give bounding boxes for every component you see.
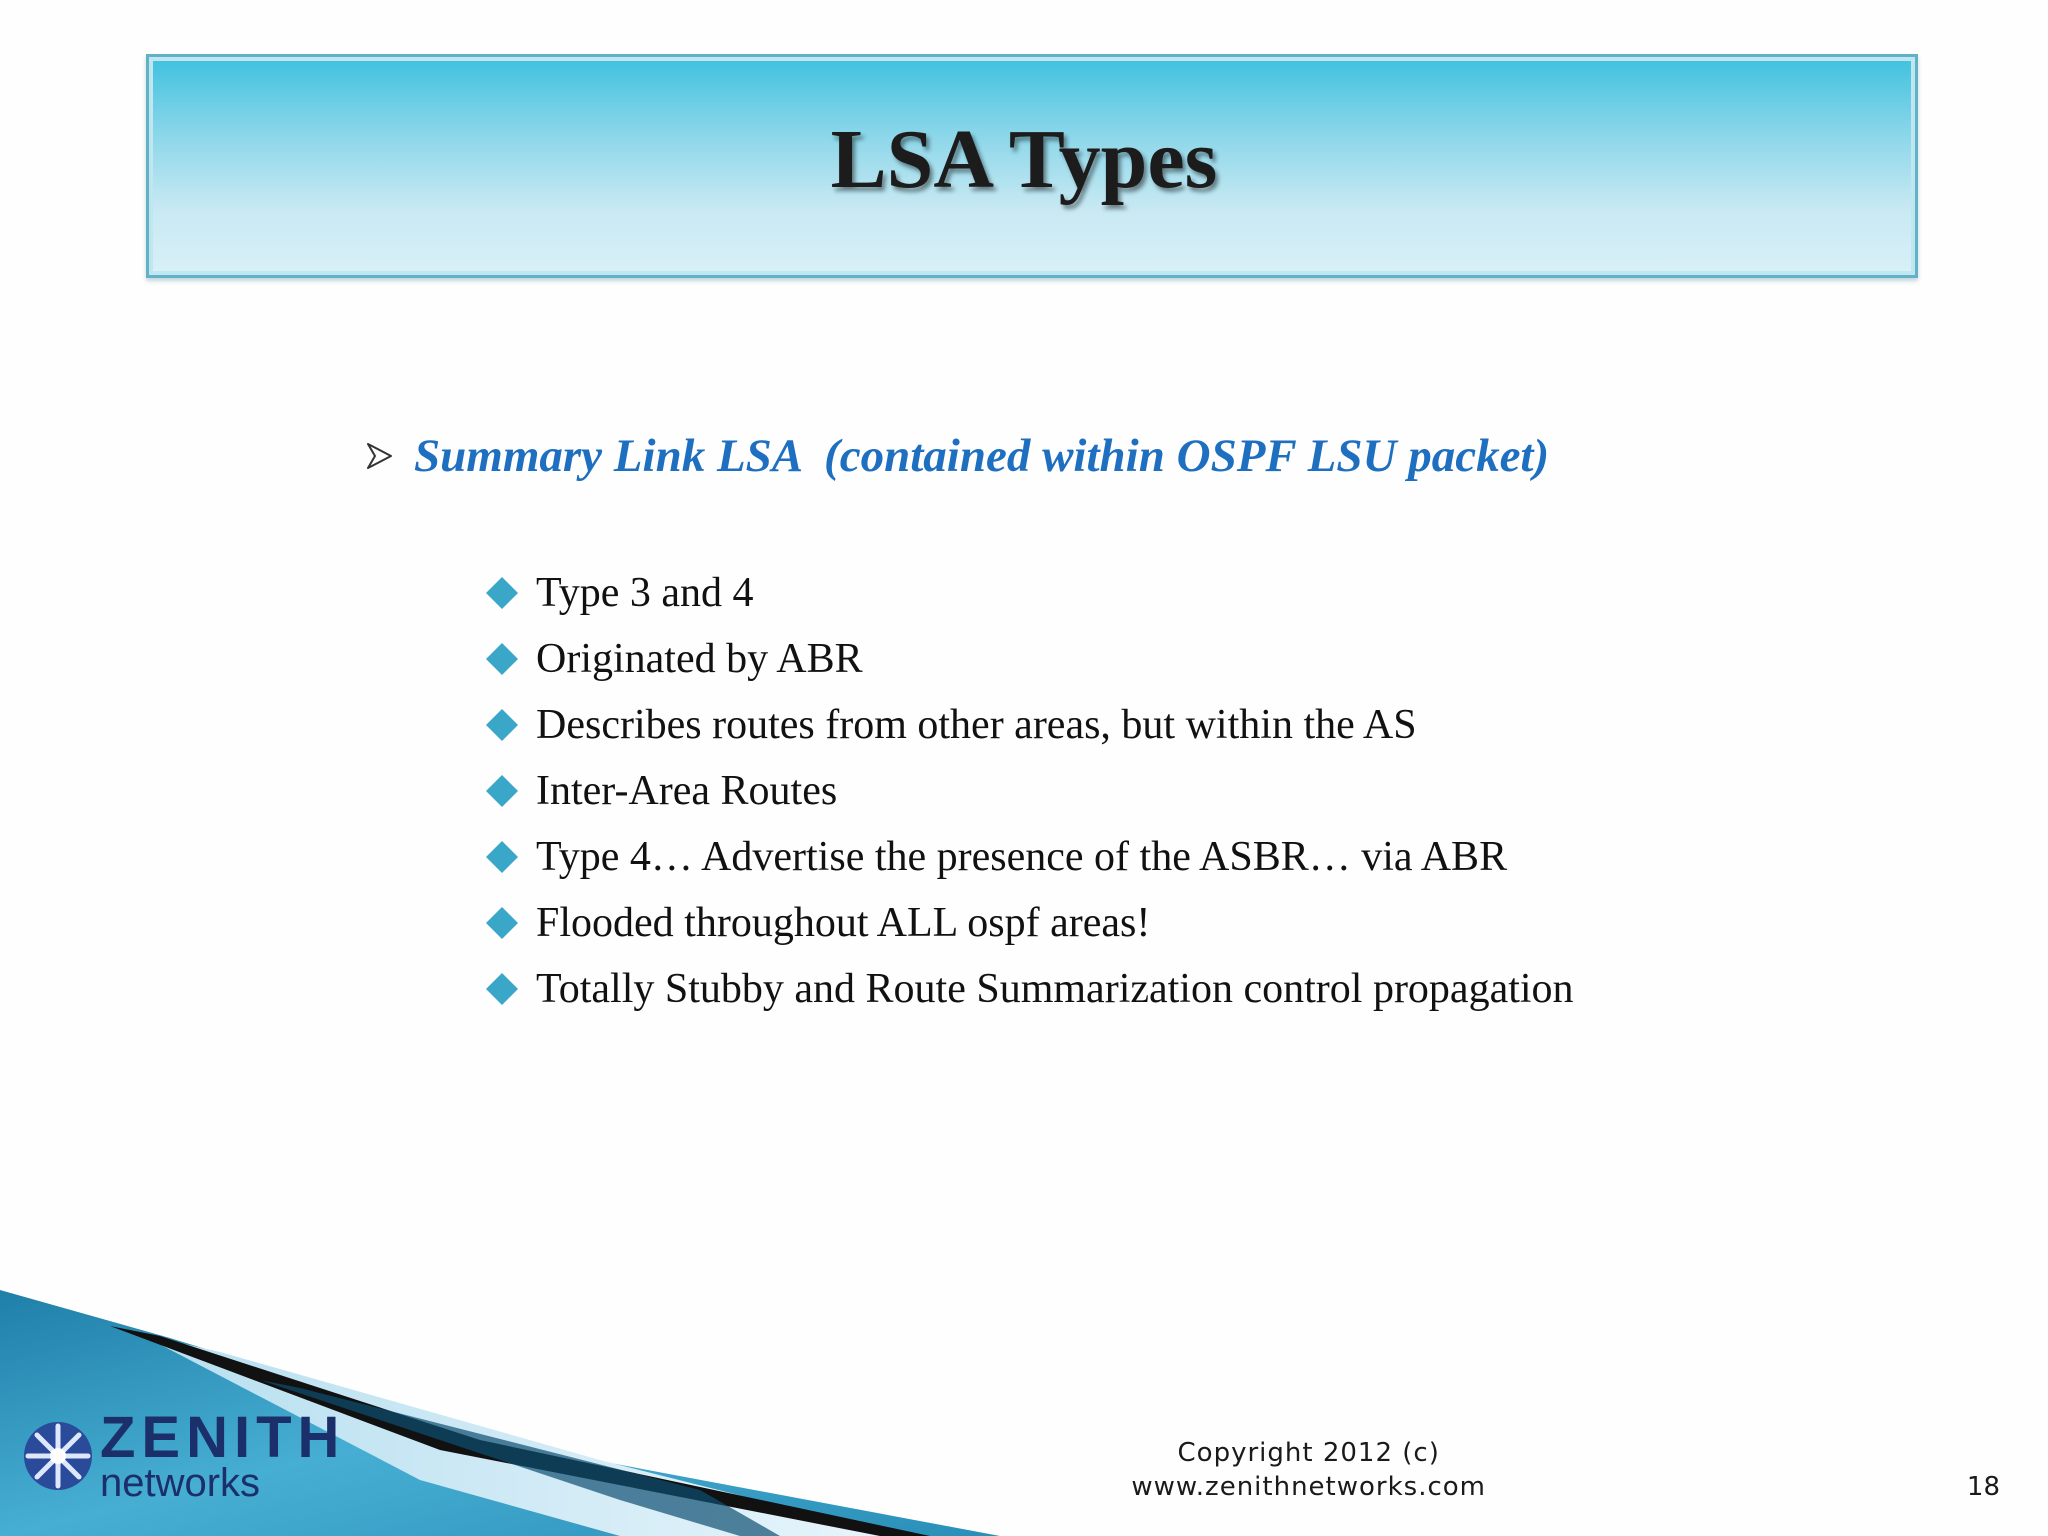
star-icon [20,1418,96,1494]
heading-row [364,426,1549,486]
section-heading: Summary Link LSA (contained within OSPF LSU packet) [414,430,1550,482]
page-number: 18 [1966,1472,2000,1502]
bullet-text: Inter-Area Routes [536,768,838,814]
diamond-icon [484,707,520,743]
list-item [484,626,1574,692]
list-item [484,758,1574,824]
diamond-icon [484,905,520,941]
bullet-text: Totally Stubby and Route Summarization control propagation [536,966,1574,1012]
list-item [484,560,1574,626]
logo-subtitle: networks [100,1461,261,1505]
copyright-notice [1131,1436,1486,1504]
list-item [484,692,1574,758]
copyright-line: Copyright 2012 (c) [1177,1438,1440,1468]
bullet-text: Flooded throughout ALL ospf areas! [536,900,1151,946]
logo-words [100,1405,346,1505]
bullet-text: Type 3 and 4 [536,570,754,616]
arrow-right-icon [364,441,394,471]
diamond-icon [484,575,520,611]
bullet-list [484,560,1574,1022]
logo-wordmark: ZENITH [100,1405,346,1470]
diamond-icon [484,773,520,809]
slide-title: LSA Types [830,113,1218,206]
list-item [484,824,1574,890]
list-item [484,890,1574,956]
diamond-icon [484,971,520,1007]
diamond-icon [484,839,520,875]
bullet-text: Type 4… Advertise the presence of the ASBR… via ABR [536,834,1508,880]
list-item [484,956,1574,1022]
bullet-text: Originated by ABR [536,636,863,682]
diamond-icon [484,641,520,677]
bullet-text: Describes routes from other areas, but within the AS [536,702,1417,748]
company-logo [20,1405,346,1505]
website-line: www.zenithnetworks.com [1131,1472,1486,1502]
